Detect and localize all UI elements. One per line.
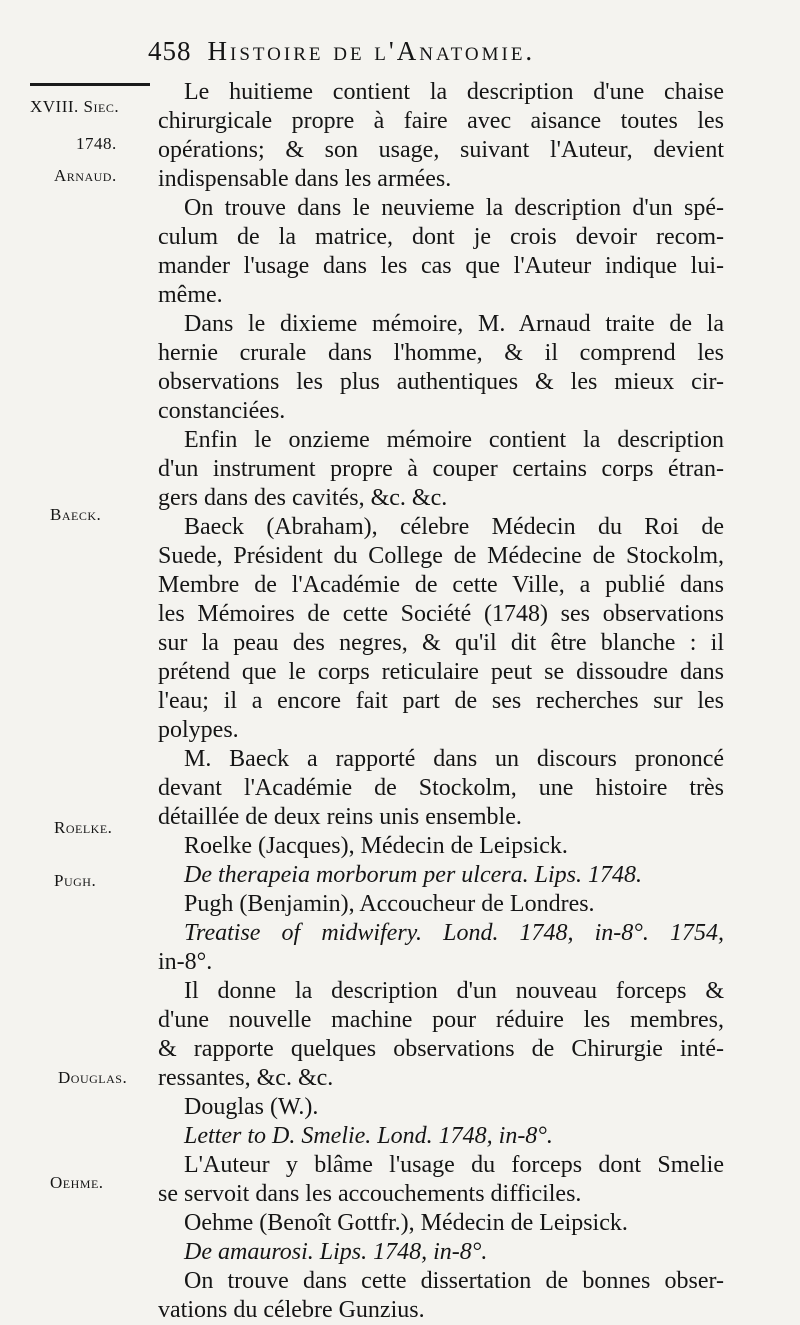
text-line: L'Auteur y blâme l'usage du forceps dont Smelie (184, 1152, 724, 1178)
text-line: Dans le dixieme mémoire, M. Arnaud traite de la (184, 311, 724, 337)
margin-name-pugh: Pugh. (54, 871, 97, 890)
text-line: même. (158, 282, 223, 308)
running-title: Histoire de l'Anatomie. (207, 36, 536, 66)
text-line: Treatise of midwifery. Lond. 1748, in-8°. 1754, (184, 920, 724, 946)
text-line: polypes. (158, 717, 239, 743)
text-line: devant l'Académie de Stockolm, une histoire très (158, 775, 724, 801)
text-line: l'eau; il a encore fait part de ses recherches sur les (158, 688, 724, 714)
text-line: hernie crurale dans l'homme, & il comprend les (158, 340, 724, 366)
text-line: Le huitieme contient la description d'une chaise (184, 79, 724, 105)
text-line: Oehme (Benoît Gottfr.), Médecin de Leipsick. (184, 1210, 628, 1236)
text-line: M. Baeck a rapporté dans un discours prononcé (184, 746, 724, 772)
text-line: chirurgicale propre à faire avec aisance toutes les (158, 108, 724, 134)
margin-name-roelke: Roelke. (54, 818, 113, 837)
text-line: in-8°. (158, 949, 213, 975)
body-text (158, 78, 724, 1325)
margin-name-douglas: Douglas. (58, 1068, 128, 1087)
text-line: On trouve dans cette dissertation de bonnes obser- (184, 1268, 724, 1294)
text-line: culum de la matrice, dont je crois devoir recom- (158, 224, 724, 250)
text-line: Baeck (Abraham), célebre Médecin du Roi de (184, 514, 724, 540)
text-line: d'un instrument propre à couper certains corps étran- (158, 456, 724, 482)
text-line: opérations; & son usage, suivant l'Auteur, devient (158, 137, 724, 163)
margin-century: XVIII. Siec. (30, 97, 120, 116)
page-number: 458 (148, 36, 192, 66)
text-line: Pugh (Benjamin), Accoucheur de Londres. (184, 891, 595, 917)
text-line: Enfin le onzieme mémoire contient la description (184, 427, 724, 453)
text-line: Roelke (Jacques), Médecin de Leipsick. (184, 833, 568, 859)
text-line: indispensable dans les armées. (158, 166, 452, 192)
text-line: Letter to D. Smelie. Lond. 1748, in-8°. (184, 1123, 553, 1149)
text-line: détaillée de deux reins unis ensemble. (158, 804, 522, 830)
margin-rule (30, 83, 150, 86)
text-line: Douglas (W.). (184, 1094, 319, 1120)
margin-name-baeck: Baeck. (50, 505, 102, 524)
text-line: sur la peau des negres, & qu'il dit être blanche : il (158, 630, 724, 656)
margin-name-arnaud: Arnaud. (54, 166, 117, 185)
text-line: On trouve dans le neuvieme la description d'un spé- (184, 195, 724, 221)
text-line: d'une nouvelle machine pour réduire les membres, (158, 1007, 724, 1033)
text-line: constanciées. (158, 398, 286, 424)
text-line: les Mémoires de cette Société (1748) ses observations (158, 601, 724, 627)
text-line: ressantes, &c. &c. (158, 1065, 334, 1091)
text-line: observations les plus authentiques & les mieux cir- (158, 369, 724, 395)
text-line: mander l'usage dans les cas que l'Auteur indique lui- (158, 253, 724, 279)
text-line: De therapeia morborum per ulcera. Lips. 1748. (184, 862, 642, 888)
text-line: Membre de l'Académie de cette Ville, a publié dans (158, 572, 724, 598)
margin-name-oehme: Oehme. (50, 1173, 104, 1192)
text-line: gers dans des cavités, &c. &c. (158, 485, 448, 511)
text-line: Suede, Président du College de Médecine de Stockolm, (158, 543, 724, 569)
text-line: De amaurosi. Lips. 1748, in-8°. (184, 1239, 488, 1265)
text-line: vations du célebre Gunzius. (158, 1297, 425, 1323)
margin-year: 1748. (76, 134, 117, 153)
text-line: prétend que le corps reticulaire peut se dissoudre dans (158, 659, 724, 685)
running-header (148, 36, 788, 67)
text-line: se servoit dans les accouchements difficiles. (158, 1181, 582, 1207)
text-line: Il donne la description d'un nouveau forceps & (184, 978, 724, 1004)
text-line: & rapporte quelques observations de Chirurgie inté- (158, 1036, 724, 1062)
